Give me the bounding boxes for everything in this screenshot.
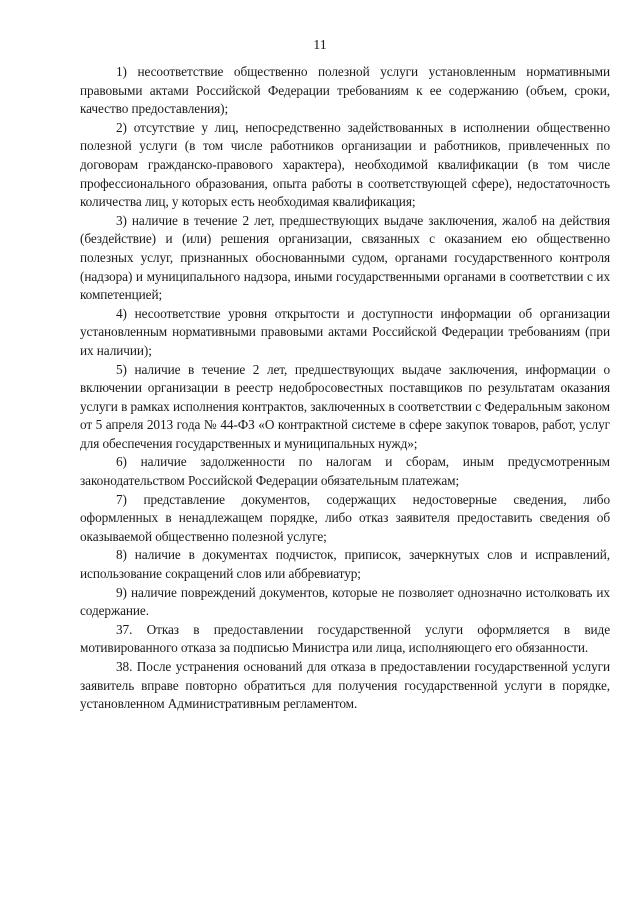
paragraph-item-9: 9) наличие повреждений документов, которые не позволяет однозначно истолковать их содержание. <box>80 584 610 619</box>
paragraph-item-3: 3) наличие в течение 2 лет, предшествующих выдаче заключения, жалоб на действия (бездействие) и (или) решения организации, связанных с оказанием ею общественно полезных услуг, признанных обоснованными судом, органами государственного контроля (надзора) и муниципального надзора, иными государственными органами в соответствии с их компетенцией; <box>80 212 610 303</box>
page-number: 11 <box>313 38 327 53</box>
paragraph-item-5: 5) наличие в течение 2 лет, предшествующих выдаче заключения, информации о включении организации в реестр недобросовестных поставщиков по результатам оказания услуги в рамках исполнения контрактов, заключенных в соответствии с Федеральным законом от 5 апреля 2013 года № 44-ФЗ «О контрактной системе в сфере закупок товаров, работ, услуг для обеспечения государственных и муниципальных нужд»; <box>80 361 610 451</box>
paragraph-item-8: 8) наличие в документах подчисток, приписок, зачеркнутых слов и исправлений, использование сокращений слов или аббревиатур; <box>80 547 610 582</box>
paragraph-item-4: 4) несоответствие уровня открытости и доступности информации об организации установленным нормативными правовыми актами Российской Федерации требованиям (при их наличии); <box>80 305 610 358</box>
paragraph-item-2: 2) отсутствие у лиц, непосредственно задействованных в исполнении общественно полезной услуги (в том числе работников организации и работников, привлеченных по договорам гражданско-правового характера), необходимой квалификации (в том числе профессионального образования, опыта работы в соответствующей сфере), недостаточность количества лиц, у которых есть необходимая квалификация; <box>80 119 610 210</box>
paragraph-item-7: 7) представление документов, содержащих недостоверные сведения, либо оформленных в ненадлежащем порядке, либо отказ заявителя предоставить сведения об оказываемой общественно полезной услуге; <box>80 491 610 544</box>
paragraph-38: 38. После устранения оснований для отказа в предоставлении государственной услуги заявитель вправе повторно обратиться для получения государственной услуги в порядке, установленном Административным регламентом. <box>80 659 610 712</box>
document-body <box>80 63 610 714</box>
paragraph-37: 37. Отказ в предоставлении государственной услуги оформляется в виде мотивированного отказа за подписью Министра или лица, исполняющего его обязанности. <box>80 621 610 656</box>
paragraph-item-1: 1) несоответствие общественно полезной услуги установленным нормативными правовыми актами Российской Федерации требованиям к ее содержанию (объем, сроки, качество предоставления); <box>80 64 610 117</box>
paragraph-item-6: 6) наличие задолженности по налогам и сборам, иным предусмотренным законодательством Российской Федерации обязательным платежам; <box>80 454 610 489</box>
